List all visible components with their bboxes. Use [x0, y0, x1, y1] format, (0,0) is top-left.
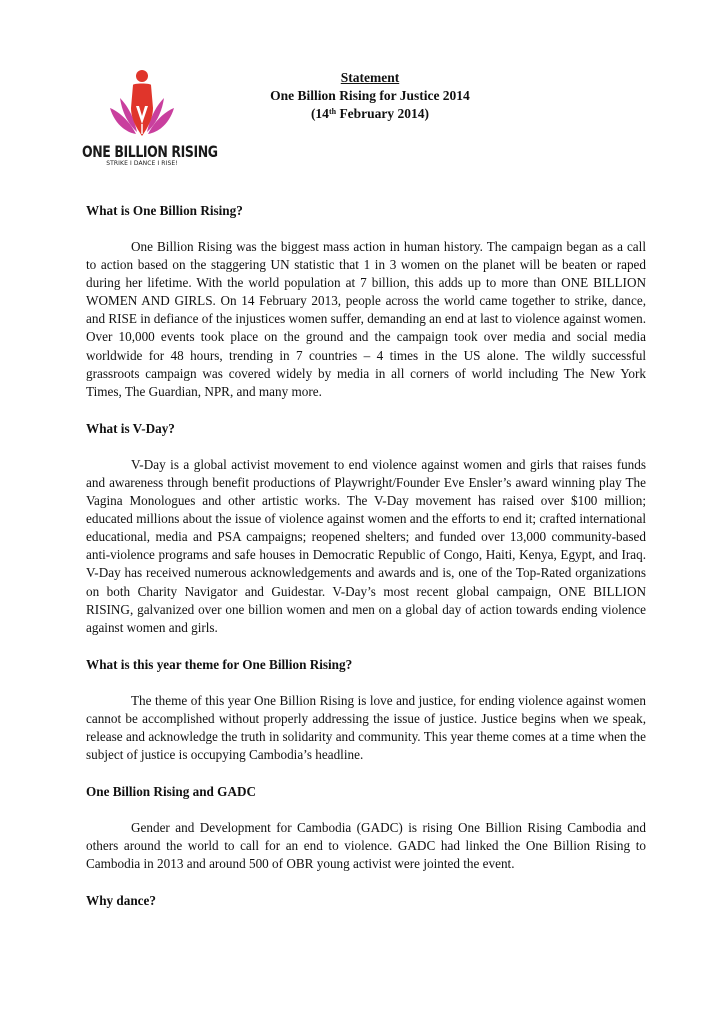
- section-obr-and-gadc: [86, 783, 646, 892]
- date-ordinal-suffix: th: [328, 107, 337, 116]
- section-heading: What is this year theme for One Billion Rising?: [86, 656, 353, 672]
- document-title-block: [220, 69, 520, 123]
- date-month-year: February 2014): [336, 106, 430, 121]
- section-heading: Why dance?: [86, 893, 156, 909]
- section-heading: What is V-Day?: [86, 420, 175, 436]
- logo-tagline: STRIKE I DANCE I RISE!: [106, 160, 178, 167]
- statement-heading: Statement: [340, 70, 400, 85]
- section-year-theme: [86, 656, 646, 783]
- section-heading: One Billion Rising and GADC: [86, 784, 257, 800]
- logo-title: ONE BILLION RISING: [82, 142, 218, 161]
- date-day: (14: [310, 106, 329, 121]
- section-paragraph: The theme of this year One Billion Rising is love and justice, for ending violence against women cannot be accomplished without properly addressing the issue of justice. Justice begins when we speak, release and acknowledge the truth in solidarity and community. This year theme comes at a time when the subject of justice is occupying Cambodia’s headline.: [86, 692, 646, 763]
- section-heading: What is One Billion Rising?: [86, 203, 243, 218]
- one-billion-rising-logo: [82, 68, 218, 178]
- section-why-dance: [86, 892, 646, 910]
- document-body: [86, 202, 646, 910]
- section-what-is-vday: [86, 420, 646, 656]
- document-title: One Billion Rising for Justice 2014: [270, 88, 470, 103]
- section-paragraph: Gender and Development for Cambodia (GADC) is rising One Billion Rising Cambodia and others around the world to call for an end to violence. GADC had linked the One Billion Rising to Cambodia in 2013 and around 500 of OBR young activist were jointed the event.: [86, 820, 646, 872]
- section-what-is-obr: [86, 202, 646, 420]
- section-paragraph: One Billion Rising was the biggest mass action in human history. The campaign began as a call to action based on the staggering UN statistic that 1 in 3 women on the planet will be beaten or raped during her lifetime. With the world population at 7 billion, this adds up to more than ONE BILLION WOMEN AND GIRLS. On 14 February 2013, people across the world came together to strike, dance, and RISE in defiance of the injustices women suffer, demanding an end at last to violence against women. Over 10,000 events took place on the ground and the campaign took over media and social media worldwide for 48 hours, trending in 7 countries – 4 times in the US alone. The wildly successful grassroots campaign was covered widely by media in all corners of world including The New York Times, The Guardian, NPR, and many more.: [86, 239, 646, 399]
- rising-figure-lotus-icon: [102, 68, 182, 140]
- document-date: [220, 105, 520, 123]
- section-paragraph: V-Day is a global activist movement to end violence against women and girls that raises funds and awareness through benefit productions of Playwright/Founder Eve Ensler’s award winning play The Vagina Monologues and other artistic works. The V-Day movement has raised over $100 million; educated millions about the issue of violence against women and the efforts to end it; crafted international educational, media and PSA campaigns; reopened shelters; and funded over 13,000 community-based anti-violence programs and safe houses in Democratic Republic of Congo, Haiti, Kenya, Egypt, and Iraq. V-Day has received numerous acknowledgements and awards and is, one of the Top-Rated organizations on both Charity Navigator and Guidestar. V-Day’s most recent global campaign, ONE BILLION RISING, galvanized over one billion women and men on a global day of action towards ending violence against women and girls.: [86, 456, 646, 635]
